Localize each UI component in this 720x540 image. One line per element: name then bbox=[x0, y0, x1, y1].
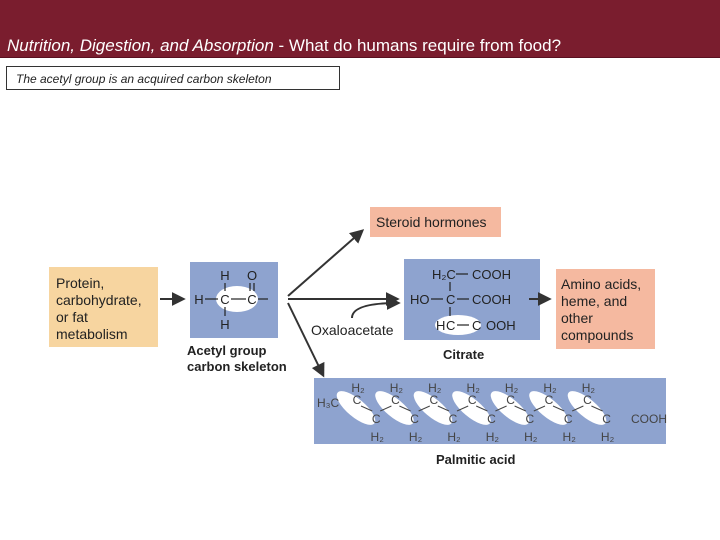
acetyl-o-top: O bbox=[246, 268, 258, 283]
citrate-r3-c: C bbox=[446, 318, 456, 333]
palmitic-h2: H₂ bbox=[504, 381, 519, 395]
slide-title-italic: Nutrition, Digestion, and Absorption bbox=[7, 36, 274, 55]
citrate-r1-left: H₂C bbox=[432, 267, 456, 282]
citrate-r3-left: H bbox=[436, 318, 446, 333]
arrow-oxaloacetate bbox=[352, 303, 398, 318]
palmitic-h2: H₂ bbox=[581, 381, 596, 395]
citrate-r1-right: COOH bbox=[472, 267, 511, 282]
palmitic-h2: H₂ bbox=[428, 381, 442, 395]
palmitic-h2: H₂ bbox=[447, 430, 461, 444]
palmitic-h2: H₂ bbox=[351, 381, 365, 395]
palmitic-end: COOH bbox=[631, 412, 667, 426]
arrow-to-steroid bbox=[288, 231, 362, 296]
palmitic-h2: H₂ bbox=[408, 430, 423, 444]
acetyl-label-1: Acetyl group bbox=[187, 343, 267, 358]
palmitic-carbon: C bbox=[487, 412, 496, 426]
palmitic-carbon: C bbox=[506, 393, 515, 407]
arrow-to-palmitic bbox=[288, 303, 323, 375]
caption-text: The acetyl group is an acquired carbon skeleton bbox=[16, 72, 272, 86]
palmitic-h2: H₂ bbox=[562, 430, 576, 444]
acetyl-h-bottom: H bbox=[220, 317, 230, 332]
citrate-r3-mid: C bbox=[472, 318, 482, 333]
palmitic-start: H₃C bbox=[317, 396, 340, 410]
palmitic-h2: H₂ bbox=[389, 381, 404, 395]
citrate-label: Citrate bbox=[443, 347, 485, 362]
acetyl-h-left: H bbox=[194, 292, 204, 307]
output-line-2: heme, and bbox=[561, 293, 628, 309]
citrate-r3-right: OOH bbox=[486, 318, 516, 333]
input-line-2: carbohydrate, bbox=[56, 292, 142, 308]
slide-title-rest: - What do humans require from food? bbox=[273, 36, 562, 55]
palmitic-label: Palmitic acid bbox=[436, 452, 516, 467]
palmitic-h2: H₂ bbox=[600, 430, 615, 444]
palmitic-carbon: C bbox=[563, 412, 573, 426]
palmitic-carbon: C bbox=[544, 393, 554, 407]
citrate-r2-right: COOH bbox=[472, 292, 511, 307]
citrate-r2-left: HO bbox=[410, 292, 430, 307]
palmitic-carbon: C bbox=[410, 412, 419, 426]
input-line-3: or fat bbox=[56, 309, 88, 325]
palmitic-carbon: C bbox=[429, 393, 439, 407]
input-line-1: Protein, bbox=[56, 275, 105, 291]
palmitic-carbon: C bbox=[371, 412, 381, 426]
palmitic-carbon: C bbox=[602, 412, 611, 426]
citrate-r2-mid: C bbox=[446, 292, 456, 307]
palmitic-h2: H₂ bbox=[485, 430, 500, 444]
acetyl-label-2: carbon skeleton bbox=[187, 359, 287, 374]
palmitic-carbon: C bbox=[583, 393, 592, 407]
output-line-4: compounds bbox=[561, 327, 634, 343]
input-line-4: metabolism bbox=[56, 326, 128, 342]
palmitic-carbon: C bbox=[467, 393, 477, 407]
acetyl-c1: C bbox=[220, 292, 230, 307]
palmitic-carbon: C bbox=[352, 393, 362, 407]
steroid-label: Steroid hormones bbox=[376, 214, 487, 230]
palmitic-h2: H₂ bbox=[466, 381, 480, 395]
acetyl-c2: C bbox=[247, 292, 257, 307]
output-line-1: Amino acids, bbox=[561, 276, 642, 292]
acetyl-h-top: H bbox=[220, 268, 230, 283]
palmitic-carbon: C bbox=[391, 393, 400, 407]
palmitic-h2: H₂ bbox=[370, 430, 384, 444]
palmitic-carbon: C bbox=[448, 412, 458, 426]
palmitic-h2: H₂ bbox=[524, 430, 538, 444]
palmitic-h2: H₂ bbox=[543, 381, 557, 395]
oxaloacetate-label: Oxaloacetate bbox=[311, 322, 394, 338]
palmitic-carbon: C bbox=[525, 412, 535, 426]
output-line-3: other bbox=[561, 310, 593, 326]
